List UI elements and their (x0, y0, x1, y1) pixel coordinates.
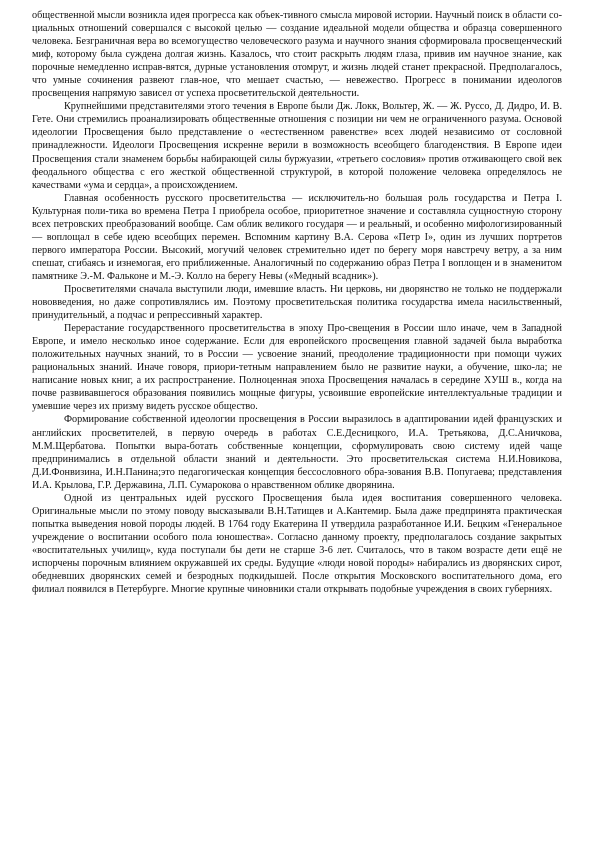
paragraph-state-enlightenment: Просветителями сначала выступили люди, имевшие власть. Ни церковь, ни дворянство не только не поддержали нововведения, но даже сопротивлялись им. Поэтому просветительская политика государства имела насильственный, принудительный, а подчас и репрессивный характер. (32, 283, 562, 322)
paragraph-russian-ideology: Формирование собственной идеологии просвещения в России выразилось в адаптировании идей французских и английских просветителей, в первую очередь в работах С.Е.Десницкого, И.А. Третьякова, Д.С.Аничкова, М.М.Щербатова. Попытки выра-ботать собственные концепции, сформулировать свою систему идей чаще предпринимались в отдельной области знаний и деятельности. Это просветительская система Н.И.Новикова, Д.И.Фонвизина, И.Н.Панина;это педагогическая концепция бессословного обра-зования В.В. Попугаева; представления И.А. Крылова, Г.Р. Державина, Л.П. Сумарокова о нравственном облике дворянина. (32, 414, 562, 491)
paragraph-continuation: общественной мысли возникла идея прогресса как объек-тивного смысла мировой истории. Научный поиск в области со-циальных отношений совершался с высокой целью — создание идеальной модели общества и образца совершенного человека. Безграничная вера во всемогущество человеческого разума и научного знания сформировала просвещенческий миф, которому была суждена долгая жизнь. Казалось, что стоит раскрыть людям глаза, привив им научное знание, как порочные немедленно исправ-вятся, дурные установления отомрут, и жизнь людей станет прекрасной. Предполагалось, что умные сочинения развеют глав-ное, что мешает счастью, — невежество. Прогресс в понимании идеологов просвещения напрямую зависел от успеха просветительской деятельности. (32, 10, 562, 100)
paragraph-russia-vs-europe: Перерастание государственного просветительства в эпоху Про-свещения в России шло иначе, чем в Западной Европе, и имело несколько иное содержание. Если для европейского просвещения главной задачей была выработка положительных научных знаний, то в России — усвоение знаний, преодоление традиционности при помощи чужих рациональных знаний. Иначе говоря, приори-тетным направлением было не развитие науки, а обучение, шко-ла; не написание новых книг, а их распространение. Полноценная эпоха Просвещения началась в середине ХУШ в., когда на почве развивавшегося образования появились мощные фигуры, усвоившие европейские интеллектуальные традиции и умевшие через их призму видеть русское общество. (32, 323, 562, 413)
paragraph-european-enlighteners: Крупнейшими представителями этого течения в Европе были Дж. Локк, Вольтер, Ж. — Ж. Руссо, Д. Дидро, И. В. Гете. Они стремились проанализировать общественные отношения с позиции ни чем не ограниченного разума. Основой идеологии Просвещения было представление о «естественном равенстве» всех людей независимо от сословной принадлежности. Идеологи Просвещения искренне верили в возможность всеобщего благоденствия. В Европе идеи Просвещения стали знаменем борьбы набирающей силы буржуазии, «третьего сословия» против отживающего свой век феодального общества с его жесткой общественной структурой, в которой положение человека определялось не качествами «ума и сердца», а происхождением. (32, 101, 562, 191)
document-page (32, 9, 562, 596)
paragraph-peter-the-great: Главная особенность русского просветительства — исключитель-но большая роль государства и Петра I. Культурная поли-тика во времена Петра I приобрела особое, приоритетное значение и составляла сущностную сторону всех петровских преобразований вообще. Сам облик великого государя — и реальный, и особенно мифологизированный — воплощал в себе идею всеобщих перемен. Вспомним картину В.А. Серова «Петр I», один из лучших портретов первого императора России. Высокий, могучий человек стремительно идет по берегу моря навстречу ветру, а за ним спешат, сгибаясь и изнемогая, его приближенные. Аналогичный по содержанию образ Петра I воплощен и в знаменитом памятнике Э.-М. Фальконе и М.-Э. Колло на берегу Невы («Медный всадник»). (32, 192, 562, 282)
paragraph-education-of-perfect-man: Одной из центральных идей русского Просвещения была идея воспитания совершенного человека. Оригинальные мысли по этому поводу высказывали В.Н.Татищев и А.Кантемир. Была даже предпринята практическая попытка выведения новой породы людей. В 1764 году Екатерина II утвердила разработанное И.И. Бецким «Генеральное учреждение о воспитании особого пола юношества». Согласно данному проекту, предполагалось создание закрытых «воспитательных училищ», куда поступали бы дети не старше 3-6 лет. Считалось, что в таком возрасте дети ещё не испорчены порочным влиянием окружавшей их среды. Будущие «люди новой породы» набирались из дворянских сирот, обедневших дворянских семей и безродных подкидышей. После открытия Московского воспитательного дома, его филиал появился в Петербурге. Многие крупные чиновники стали открывать подобные учреждения в своих губерниях. (32, 492, 562, 596)
